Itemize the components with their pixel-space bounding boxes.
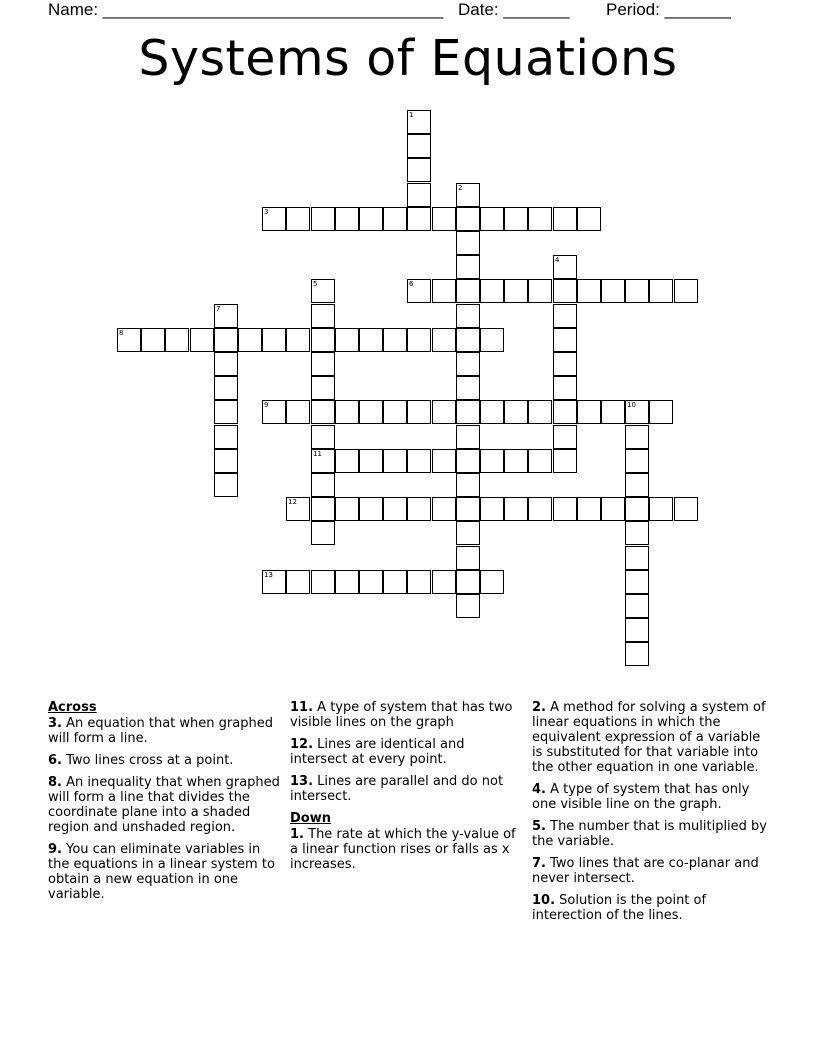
- crossword-cell[interactable]: [625, 546, 649, 570]
- period-field[interactable]: Period: _______: [606, 0, 731, 19]
- crossword-cell[interactable]: [311, 425, 335, 449]
- clue-number: 5: [313, 280, 318, 288]
- crossword-cell[interactable]: [649, 400, 673, 424]
- crossword-cell[interactable]: [456, 304, 480, 328]
- crossword-cell[interactable]: [238, 328, 262, 352]
- clue-number: 11: [313, 450, 322, 458]
- page-title: Systems of Equations: [138, 30, 678, 87]
- crossword-cell[interactable]: [456, 497, 480, 521]
- crossword-cell[interactable]: [504, 207, 528, 231]
- crossword-cell[interactable]: [456, 449, 480, 473]
- crossword-cell[interactable]: [407, 400, 431, 424]
- crossword-cell[interactable]: [311, 400, 335, 424]
- crossword-cell[interactable]: [480, 400, 504, 424]
- crossword-cell[interactable]: [286, 400, 310, 424]
- crossword-cell[interactable]: [625, 642, 649, 666]
- crossword-cell[interactable]: [214, 304, 238, 328]
- crossword-cell[interactable]: [141, 328, 165, 352]
- crossword-cell[interactable]: [359, 400, 383, 424]
- clue-number: 4: [555, 256, 560, 264]
- crossword-cell[interactable]: [311, 570, 335, 594]
- clue-across-12: 12. Lines are identical and intersect at every point.: [290, 737, 465, 767]
- crossword-cell[interactable]: [407, 158, 431, 182]
- crossword-cell[interactable]: [335, 497, 359, 521]
- crossword-cell[interactable]: [286, 497, 310, 521]
- crossword-cell[interactable]: [335, 449, 359, 473]
- crossword-cell[interactable]: [359, 449, 383, 473]
- crossword-cell[interactable]: [311, 497, 335, 521]
- crossword-cell[interactable]: [359, 328, 383, 352]
- crossword-cell[interactable]: [528, 400, 552, 424]
- crossword-cell[interactable]: [383, 400, 407, 424]
- crossword-cell[interactable]: [456, 279, 480, 303]
- crossword-cell[interactable]: [286, 328, 310, 352]
- crossword-cell[interactable]: [456, 546, 480, 570]
- crossword-cell[interactable]: [214, 376, 238, 400]
- crossword-cell[interactable]: [214, 425, 238, 449]
- crossword-cell[interactable]: [528, 207, 552, 231]
- crossword-cell[interactable]: [432, 400, 456, 424]
- crossword-cell[interactable]: [432, 497, 456, 521]
- crossword-cell[interactable]: [456, 183, 480, 207]
- crossword-cell[interactable]: [383, 497, 407, 521]
- crossword-cell[interactable]: [407, 328, 431, 352]
- clue-down-2: 2. A method for solving a system of linear equations in which the equivalent expression of a variable is substituted for that variable into the other equation in one variable.: [532, 700, 766, 775]
- crossword-cell[interactable]: [528, 497, 552, 521]
- crossword-cell[interactable]: [577, 400, 601, 424]
- clue-number: 9: [264, 401, 269, 409]
- across-heading: Across: [48, 700, 97, 715]
- crossword-cell[interactable]: [528, 279, 552, 303]
- crossword-cell[interactable]: [286, 570, 310, 594]
- crossword-cell[interactable]: [674, 497, 698, 521]
- crossword-cell[interactable]: [214, 328, 238, 352]
- clue-across-11: 11. A type of system that has two visible lines on the graph: [290, 700, 513, 730]
- clue-number: 10: [627, 401, 636, 409]
- crossword-cell[interactable]: [456, 473, 480, 497]
- crossword-cell[interactable]: [553, 255, 577, 279]
- crossword-cell[interactable]: [214, 400, 238, 424]
- crossword-cell[interactable]: [553, 304, 577, 328]
- crossword-cell[interactable]: [190, 328, 214, 352]
- crossword-cell[interactable]: [432, 279, 456, 303]
- crossword-cell[interactable]: [311, 521, 335, 545]
- crossword-cell[interactable]: [577, 279, 601, 303]
- crossword-cell[interactable]: [214, 449, 238, 473]
- crossword-cell[interactable]: [649, 497, 673, 521]
- crossword-cell[interactable]: [214, 352, 238, 376]
- crossword-cell[interactable]: [480, 449, 504, 473]
- crossword-cell[interactable]: [504, 279, 528, 303]
- crossword-cell[interactable]: [335, 328, 359, 352]
- crossword-cell[interactable]: [311, 328, 335, 352]
- crossword-cell[interactable]: [407, 207, 431, 231]
- crossword-cell[interactable]: [383, 207, 407, 231]
- crossword-cell[interactable]: [480, 207, 504, 231]
- clue-down-1: 1. The rate at which the y-value of a linear function rises or falls as x increases.: [290, 827, 516, 872]
- clue-number: 8: [119, 329, 124, 337]
- crossword-cell[interactable]: [553, 376, 577, 400]
- crossword-cell[interactable]: [311, 376, 335, 400]
- student-info-header: [48, 0, 768, 24]
- crossword-cell[interactable]: [625, 594, 649, 618]
- clue-down-4: 4. A type of system that has only one visible line on the graph.: [532, 782, 750, 812]
- crossword-cell[interactable]: [625, 497, 649, 521]
- crossword-cell[interactable]: [625, 521, 649, 545]
- crossword-cell[interactable]: [625, 473, 649, 497]
- crossword-cell[interactable]: [407, 449, 431, 473]
- clue-across-8: 8. An inequality that when graphed will form a line that divides the coordinate plane into a shaded region and unshaded region.: [48, 775, 280, 835]
- crossword-cell[interactable]: [262, 570, 286, 594]
- crossword-cell[interactable]: [577, 497, 601, 521]
- crossword-cell[interactable]: [432, 570, 456, 594]
- crossword-cell[interactable]: [311, 352, 335, 376]
- crossword-cell[interactable]: [577, 207, 601, 231]
- crossword-cell[interactable]: [649, 279, 673, 303]
- crossword-cell[interactable]: [456, 255, 480, 279]
- crossword-cell[interactable]: [407, 570, 431, 594]
- clue-number: 3: [264, 208, 269, 216]
- clue-number: 7: [216, 305, 221, 313]
- clue-number: 6: [409, 280, 414, 288]
- crossword-cell[interactable]: [601, 497, 625, 521]
- crossword-cell[interactable]: [311, 304, 335, 328]
- crossword-cell[interactable]: [456, 400, 480, 424]
- crossword-cell[interactable]: [359, 570, 383, 594]
- crossword-cell[interactable]: [553, 449, 577, 473]
- clue-number: 12: [288, 498, 297, 506]
- crossword-cell[interactable]: [456, 521, 480, 545]
- crossword-cell[interactable]: [456, 352, 480, 376]
- crossword-cell[interactable]: [383, 570, 407, 594]
- crossword-cell[interactable]: [480, 497, 504, 521]
- crossword-cell[interactable]: [480, 328, 504, 352]
- crossword-cell[interactable]: [456, 231, 480, 255]
- down-heading: Down: [290, 811, 331, 826]
- name-field[interactable]: Name: ____________________________________: [48, 0, 444, 19]
- crossword-cell[interactable]: [359, 207, 383, 231]
- clues-column-2: [290, 700, 522, 879]
- crossword-cell[interactable]: [214, 473, 238, 497]
- crossword-cell[interactable]: [262, 400, 286, 424]
- clue-down-5: 5. The number that is mulitiplied by the variable.: [532, 819, 767, 849]
- crossword-cell[interactable]: [311, 473, 335, 497]
- crossword-cell[interactable]: [625, 400, 649, 424]
- clues-column-1: [48, 700, 280, 909]
- crossword-cell[interactable]: [407, 279, 431, 303]
- crossword-cell[interactable]: [504, 400, 528, 424]
- crossword-cell[interactable]: [407, 183, 431, 207]
- crossword-cell[interactable]: [311, 449, 335, 473]
- crossword-cell[interactable]: [407, 497, 431, 521]
- crossword-cell[interactable]: [625, 279, 649, 303]
- crossword-cell[interactable]: [504, 449, 528, 473]
- clue-number: 1: [409, 111, 414, 119]
- crossword-cell[interactable]: [432, 449, 456, 473]
- crossword-cell[interactable]: [553, 400, 577, 424]
- crossword-cell[interactable]: [553, 207, 577, 231]
- crossword-cell[interactable]: [456, 328, 480, 352]
- crossword-cell[interactable]: [528, 449, 552, 473]
- clue-number: 2: [458, 184, 463, 192]
- crossword-cell[interactable]: [553, 328, 577, 352]
- clue-number: 13: [264, 571, 273, 579]
- clue-across-9: 9. You can eliminate variables in the equations in a linear system to obtain a new equation in one variable.: [48, 842, 275, 902]
- clue-down-7: 7. Two lines that are co-planar and never intersect.: [532, 856, 759, 886]
- crossword-cell[interactable]: [165, 328, 189, 352]
- crossword-cell[interactable]: [553, 352, 577, 376]
- crossword-cell[interactable]: [601, 400, 625, 424]
- clue-across-3: 3. An equation that when graphed will form a line.: [48, 716, 273, 746]
- crossword-cell[interactable]: [553, 425, 577, 449]
- clue-across-13: 13. Lines are parallel and do not intersect.: [290, 774, 504, 804]
- crossword-cell[interactable]: [674, 279, 698, 303]
- crossword-cell[interactable]: [456, 207, 480, 231]
- crossword-cell[interactable]: [383, 328, 407, 352]
- crossword-cell[interactable]: [625, 449, 649, 473]
- crossword-cell[interactable]: [262, 207, 286, 231]
- crossword-cell[interactable]: [407, 134, 431, 158]
- crossword-cell[interactable]: [553, 279, 577, 303]
- crossword-cell[interactable]: [553, 497, 577, 521]
- crossword-cell[interactable]: [335, 207, 359, 231]
- crossword-cell[interactable]: [311, 207, 335, 231]
- clue-across-6: 6. Two lines cross at a point.: [48, 753, 234, 768]
- clues-column-3: [532, 700, 768, 930]
- crossword-cell[interactable]: [335, 570, 359, 594]
- crossword-cell[interactable]: [335, 400, 359, 424]
- crossword-cell[interactable]: [383, 449, 407, 473]
- crossword-cell[interactable]: [456, 570, 480, 594]
- crossword-cell[interactable]: [432, 207, 456, 231]
- crossword-cell[interactable]: [625, 618, 649, 642]
- crossword-cell[interactable]: [601, 279, 625, 303]
- crossword-cell[interactable]: [117, 328, 141, 352]
- crossword-cell[interactable]: [625, 570, 649, 594]
- crossword-cell[interactable]: [456, 376, 480, 400]
- crossword-cell[interactable]: [480, 279, 504, 303]
- crossword-cell[interactable]: [432, 328, 456, 352]
- crossword-cell[interactable]: [262, 328, 286, 352]
- crossword-cell[interactable]: [504, 497, 528, 521]
- date-field[interactable]: Date: _______: [458, 0, 570, 19]
- crossword-cell[interactable]: [456, 425, 480, 449]
- crossword-cell[interactable]: [480, 570, 504, 594]
- crossword-cell[interactable]: [625, 425, 649, 449]
- crossword-cell[interactable]: [311, 279, 335, 303]
- crossword-cell[interactable]: [359, 497, 383, 521]
- crossword-cell[interactable]: [286, 207, 310, 231]
- clue-down-10: 10. Solution is the point of interection of the lines.: [532, 893, 707, 923]
- crossword-cell[interactable]: [456, 594, 480, 618]
- crossword-cell[interactable]: [407, 110, 431, 134]
